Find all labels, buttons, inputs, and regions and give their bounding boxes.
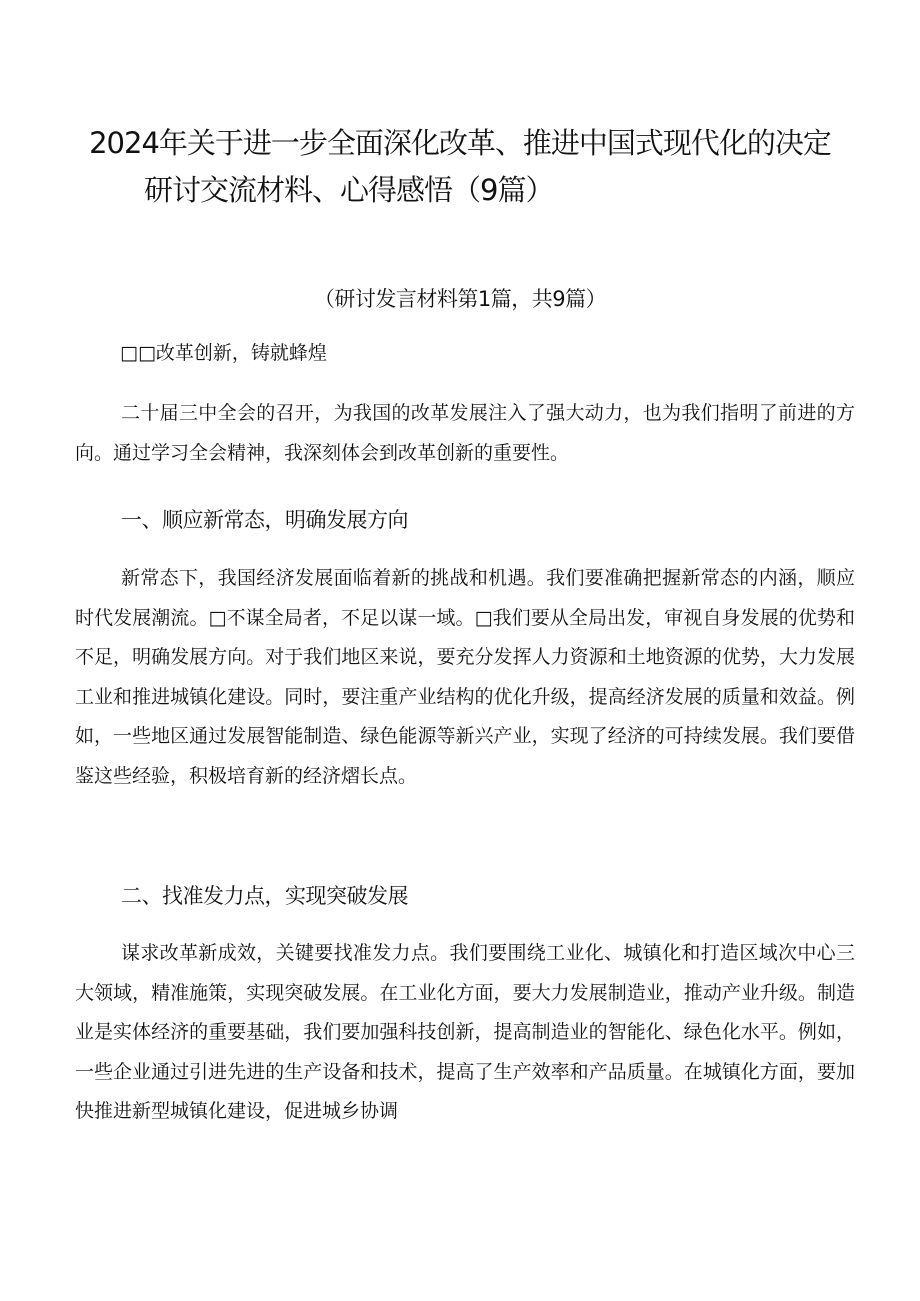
document-theme-line: □□改革创新，铸就蜂煌 <box>120 342 327 364</box>
document-subtitle: （研讨发言材料第1篇，共9篇） <box>313 287 607 311</box>
document-title-line-1: 2024年关于进一步全面深化改革、推进中国式现代化的决定 <box>89 126 831 160</box>
intro-paragraph: 二十届三中全会的召开，为我国的改革发展注入了强大动力，也为我们指明了前进的方向。通过学习全会精神，我深刻体会到改革创新的重要性。 <box>75 402 855 464</box>
section-paragraph-2: 谋求改革新成效，关键要找准发力点。我们要围绕工业化、城镇化和打造区域次中心三大领域，精准施策，实现突破发展。在工业化方面，要大力发展制造业，推动产业升级。制造业是实体经济的重要基础，我们要加强科技创新，提高制造业的智能化、绿色化水平。例如，一些企业通过引进先进的生产设备和技术，提高了生产效率和产品质量。在城镇化方面，要加快推进新型城镇化建设，促进城乡协调 <box>75 942 855 1123</box>
section-paragraph-1: 新常态下，我国经济发展面临着新的挑战和机遇。我们要准确把握新常态的内涵，顺应时代发展潮流。□不谋全局者，不足以谋一域。□我们要从全局出发，审视自身发展的优势和不足，明确发展方向。对于我们地区来说，要充分发挥人力资源和土地资源的优势，大力发展工业和推进城镇化建设。同时，要注重产业结构的优化升级，提高经济发展的质量和效益。例如，一些地区通过发展智能制造、绿色能源等新兴产业，实现了经济的可持续发展。我们要借鉴这些经验，积极培育新的经济熠长点。 <box>75 567 855 787</box>
document-title-line-2: 研讨交流材料、心得感悟（9篇） <box>144 173 554 207</box>
section-heading-1: 一、顺应新常态，明确发展方向 <box>121 508 408 532</box>
section-heading-2: 二、找准发力点，实现突破发展 <box>121 884 408 908</box>
